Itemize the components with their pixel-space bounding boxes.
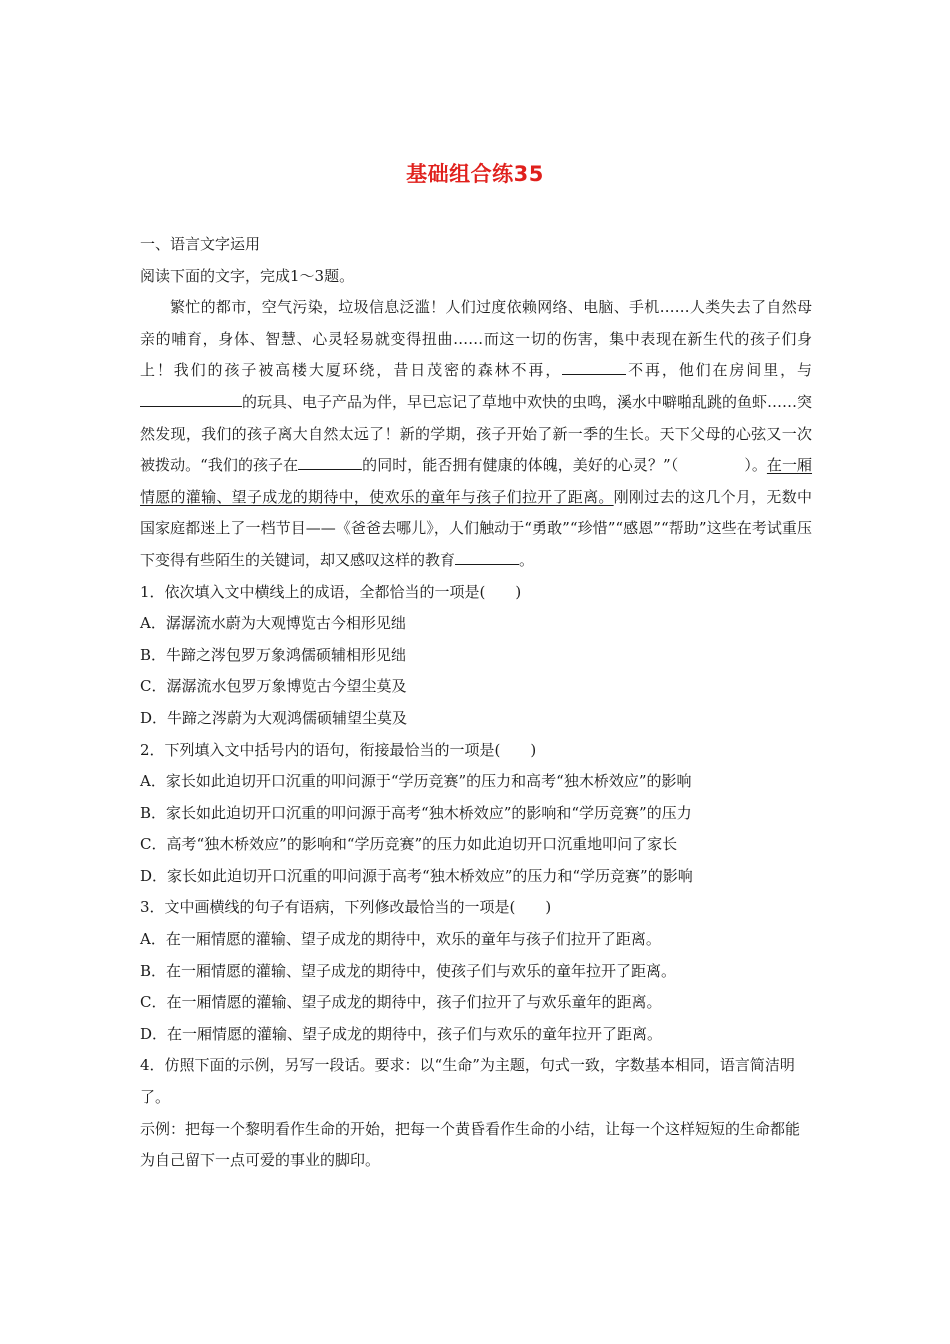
example-text: 示例：把每一个黎明看作生命的开始，把每一个黄昏看作生命的小结，让每一个这样短短的生命都能为自己留下一点可爱的事业的脚印。 (140, 1119, 801, 1170)
fill-blank-2 (140, 388, 242, 407)
passage-text-7: 。 (519, 550, 535, 569)
question-2-option-b: B．家长如此迫切开口沉重的叩问源于高考“独木桥效应”的影响和“学历竞赛”的压力 (140, 803, 692, 822)
question-4-stem: 4．仿照下面的示例，另写一段话。要求：以“生命”为主题，句式一致，字数基本相同，语言简洁明了。 (140, 1056, 795, 1107)
question-1-option-c: C．潺潺流水包罗万象博览古今望尘莫及 (140, 677, 407, 696)
question-2-option-a: A．家长如此迫切开口沉重的叩问源于“学历竞赛”的压力和高考“独木桥效应”的影响 (140, 772, 692, 791)
question-2-stem: 2．下列填入文中括号内的语句，衔接最恰当的一项是( ) (140, 740, 537, 759)
question-3-option-d: D．在一厢情愿的灌输、望子成龙的期待中，孩子们与欢乐的童年拉开了距离。 (140, 1024, 663, 1043)
passage-text-3: 的玩具、电子产品为伴，早已忘记了草地中欢快的虫鸣，溪水中噼啪乱跳的鱼虾……突然发现，我们的孩子离大自然太远了！新的学期，孩子开始了新一季的生长。天下父母的心弦又一次被拨动。“我们的孩子在 (140, 392, 813, 475)
passage-text-6: 刚刚过去的这几个月，无数中国家庭都迷上了一档节目——《爸爸去哪儿》，人们触动于“勇敢”“珍惜”“感恩”“帮助”这些在考试重压下变得有些陌生的关键词，却又感叹这样的教育 (140, 487, 812, 569)
question-1-option-a: A．潺潺流水蔚为大观博览古今相形见绌 (140, 614, 406, 633)
question-2-option-d: D．家长如此迫切开口沉重的叩问源于高考“独木桥效应”的压力和“学历竞赛”的影响 (140, 866, 693, 885)
fill-blank-4 (455, 546, 519, 565)
section-heading: 一、语言文字运用 (140, 235, 261, 253)
question-3-option-a: A．在一厢情愿的灌输、望子成龙的期待中，欢乐的童年与孩子们拉开了距离。 (140, 930, 661, 949)
question-3-option-c: C．在一厢情愿的灌输、望子成龙的期待中，孩子们拉开了与欢乐童年的距离。 (140, 993, 662, 1012)
instruction: 阅读下面的文字，完成1～3题。 (140, 266, 355, 285)
document-body (140, 229, 812, 1177)
question-1-option-b: B．牛蹄之涔包罗万象鸿儒硕辅相形见绌 (140, 645, 407, 664)
question-3-stem: 3．文中画横线的句子有语病，下列修改最恰当的一项是( ) (140, 898, 552, 917)
document-title: 基础组合练35 (406, 162, 544, 186)
fill-blank-3 (298, 451, 362, 470)
question-2-option-c: C．高考“独木桥效应”的影响和“学历竞赛”的压力如此迫切开口沉重地叩问了家长 (140, 835, 678, 854)
passage-text-5: ）。 (744, 456, 767, 475)
question-3-option-b: B．在一厢情愿的灌输、望子成龙的期待中，使孩子们与欢乐的童年拉开了距离。 (140, 961, 677, 980)
passage-text-2: 不再，他们在房间里，与 (626, 361, 812, 380)
reading-passage (140, 292, 812, 576)
passage-text-4: 的同时，能否拥有健康的体魄，美好的心灵？”（ (362, 456, 679, 475)
question-1-option-d: D．牛蹄之涔蔚为大观鸿儒硕辅望尘莫及 (140, 708, 408, 727)
fill-blank-1 (562, 356, 626, 375)
passage-text-1: 繁忙的都市，空气污染，垃圾信息泛滥！人们过度依赖网络、电脑、手机……人类失去了自然母亲的哺育，身体、智慧、心灵轻易就变得扭曲……而这一切的伤害，集中表现在新生代的孩子们身上！我们的孩子被高楼大厦环绕，昔日茂密的森林不再， (140, 298, 812, 380)
question-1-stem: 1．依次填入文中横线上的成语，全都恰当的一项是( ) (140, 582, 522, 601)
underlined-sentence: 在一厢情愿的灌输、望子成龙的期待中，使欢乐的童年与孩子们拉开了距离。 (140, 456, 813, 506)
